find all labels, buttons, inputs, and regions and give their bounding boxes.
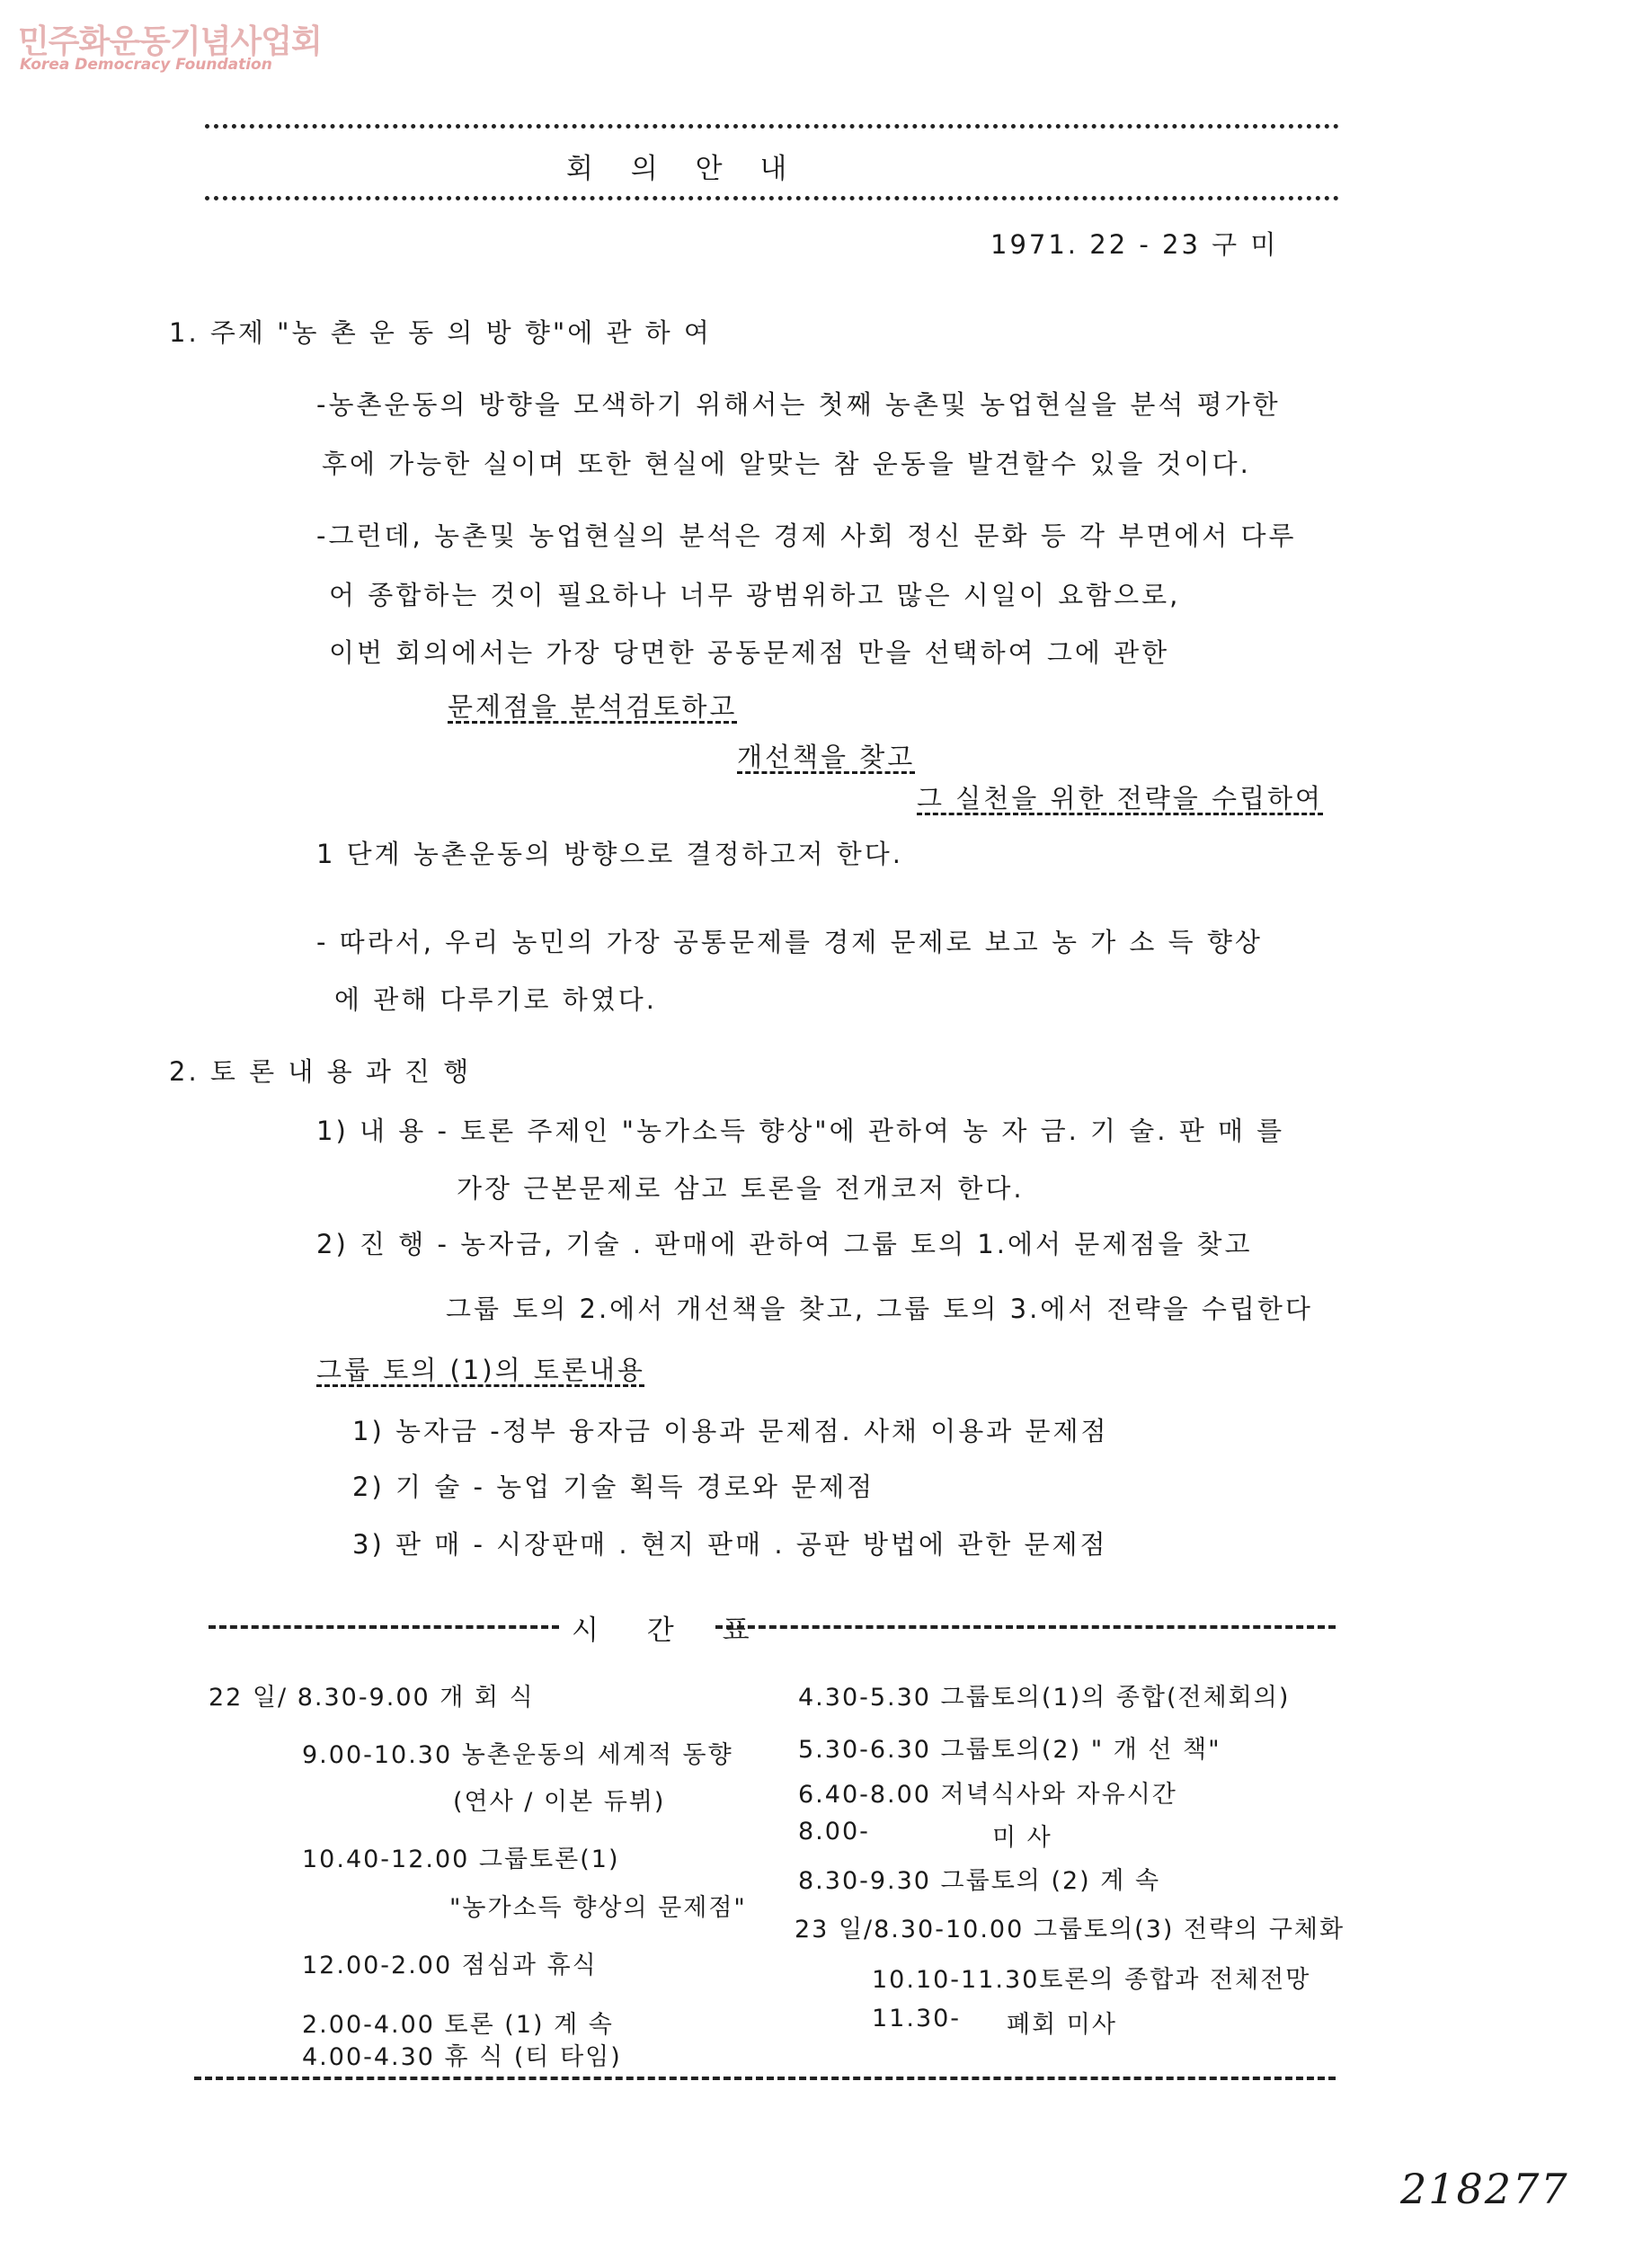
section1-p1-line1: -농촌운동의 방향을 모색하기 위해서는 첫째 농촌및 농업현실을 분석 평가한 <box>316 389 1281 420</box>
schedule-right-10: 폐회 미사 <box>1007 2011 1117 2039</box>
schedule-title: 시 간 표 <box>572 1614 769 1647</box>
section2-item2-line2: 그룹 토의 2.에서 개선책을 찾고, 그룹 토의 3.에서 전략을 수립한다 <box>446 1294 1313 1324</box>
schedule-right-7: 23 일/8.30-10.00 그룹토의(3) 전략의 구체화 <box>795 1916 1345 1943</box>
section1-p3: 1 단계 농촌운동의 방향으로 결정하고저 한다. <box>316 839 904 869</box>
schedule-left-7: 2.00-4.00 토론 (1) 계 속 <box>302 2011 614 2039</box>
section1-p2-line2: 어 종합하는 것이 필요하나 너무 광범위하고 많은 시일이 요함으로, <box>329 580 1181 610</box>
date-place: 1971. 22 - 23 구 미 <box>990 229 1279 260</box>
section2-item1-line1: 1) 내 용 - 토론 주제인 "농가소득 향상"에 관하여 농 자 금. 기 술. 판 매 를 <box>316 1116 1285 1146</box>
top-dotted-rule <box>205 124 1339 129</box>
header-dotted-rule <box>205 196 1339 200</box>
schedule-right-1: 4.30-5.30 그룹토의(1)의 종합(전체회의) <box>798 1684 1291 1712</box>
section1-step2: 개선책을 찾고 <box>737 742 916 772</box>
watermark-org-english: Korea Democracy Foundation <box>20 56 272 74</box>
section1-heading: 1. 주제 "농 촌 운 동 의 방 향"에 관 하 여 <box>169 317 712 348</box>
schedule-right-6: 8.30-9.30 그룹토의 (2) 계 속 <box>798 1867 1161 1895</box>
section1-p2-line3: 이번 회의에서는 가장 당면한 공동문제점 만을 선택하여 그에 관한 <box>329 637 1170 668</box>
document-title: 회 의 안 내 <box>566 153 802 185</box>
schedule-left-5: "농가소득 향상의 문제점" <box>449 1894 747 1922</box>
section2-item1-line2: 가장 근본문제로 삼고 토론을 전개코저 한다. <box>457 1173 1025 1204</box>
schedule-bottom-rule <box>194 2077 1336 2080</box>
schedule-right-4: 8.00- <box>798 1818 870 1846</box>
schedule-right-5: 미 사 <box>992 1824 1052 1852</box>
section1-p2-line1: -그런데, 농촌및 농업현실의 분석은 경제 사회 정신 문화 등 각 부면에서 다루 <box>316 520 1297 551</box>
schedule-rule-right <box>715 1625 1336 1629</box>
section1-step3: 그 실천을 위한 전략을 수립하여 <box>917 783 1324 814</box>
schedule-left-6: 12.00-2.00 점심과 휴식 <box>302 1952 598 1979</box>
section1-p4-line2: 에 관해 다루기로 하였다. <box>334 984 658 1015</box>
schedule-left-2: 9.00-10.30 농촌운동의 세계적 동향 <box>302 1741 733 1769</box>
schedule-right-8: 10.10-11.30토론의 종합과 전체전망 <box>872 1966 1311 1994</box>
schedule-left-1: 22 일/ 8.30-9.00 개 회 식 <box>209 1684 535 1712</box>
schedule-rule-left <box>209 1625 559 1629</box>
group-item-2: 2) 기 술 - 농업 기술 획득 경로와 문제점 <box>352 1472 875 1502</box>
schedule-right-3: 6.40-8.00 저녁식사와 자유시간 <box>798 1781 1177 1809</box>
schedule-left-4: 10.40-12.00 그룹토론(1) <box>302 1846 620 1873</box>
watermark-org-korean: 민주화운동기념사업회 <box>18 23 322 60</box>
document-number: 218277 <box>1400 2165 1569 2213</box>
schedule-right-9: 11.30- <box>872 2005 962 2032</box>
section2-heading: 2. 토 론 내 용 과 진 행 <box>169 1056 472 1087</box>
section1-p1-line2: 후에 가능한 실이며 또한 현실에 알맞는 참 운동을 발견할수 있을 것이다. <box>322 449 1251 479</box>
section1-p4-line1: - 따라서, 우리 농민의 가장 공통문제를 경제 문제로 보고 농 가 소 득 향상 <box>316 927 1263 957</box>
schedule-left-8: 4.00-4.30 휴 식 (티 타임) <box>302 2043 622 2071</box>
group-item-1: 1) 농자금 -정부 융자금 이용과 문제점. 사채 이용과 문제점 <box>352 1416 1109 1446</box>
group-discussion-heading: 그룹 토의 (1)의 토론내용 <box>316 1355 645 1385</box>
schedule-left-3: (연사 / 이본 듀뷔) <box>453 1788 666 1816</box>
group-item-3: 3) 판 매 - 시장판매 . 현지 판매 . 공판 방법에 관한 문제점 <box>352 1529 1108 1560</box>
schedule-right-2: 5.30-6.30 그룹토의(2) " 개 선 책" <box>798 1736 1221 1764</box>
section1-step1: 문제점을 분석검토하고 <box>448 691 738 722</box>
section2-item2-line1: 2) 진 행 - 농자금, 기술 . 판매에 관하여 그룹 토의 1.에서 문제점을 찾고 <box>316 1229 1253 1259</box>
